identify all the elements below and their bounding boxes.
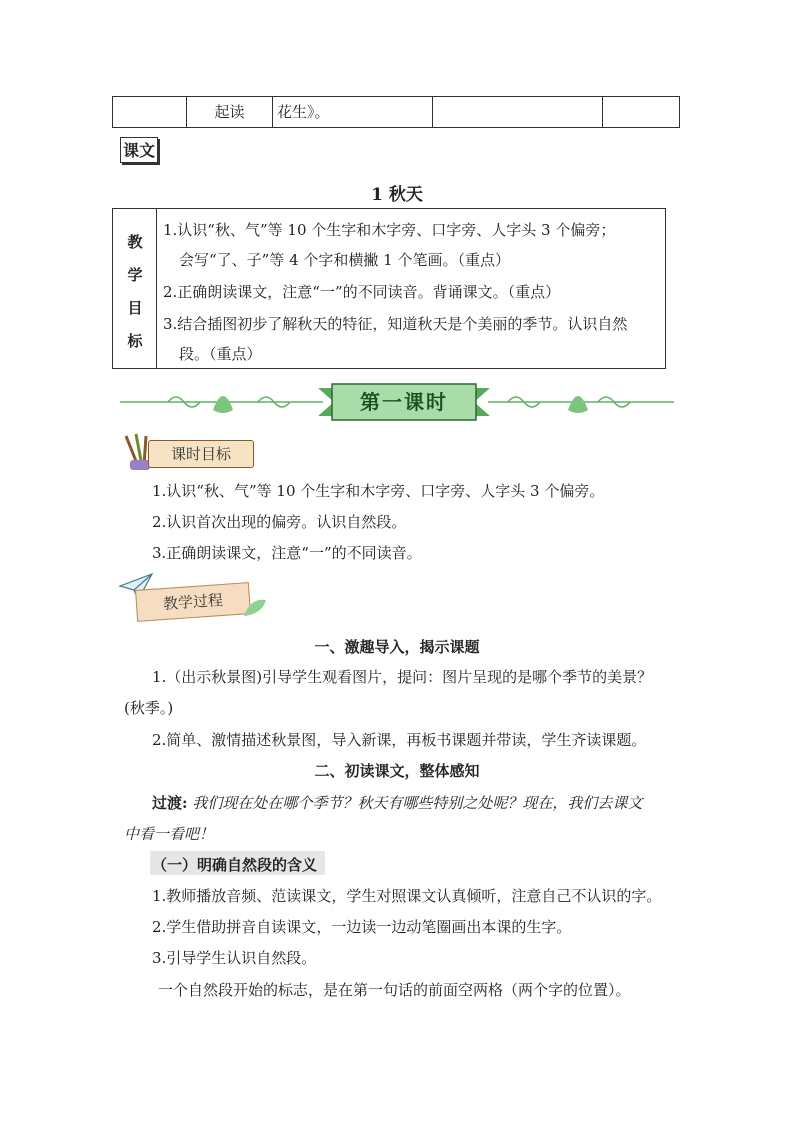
class-goals-label xyxy=(118,432,258,472)
class-goal-item: 1.认识“秋、气”等 10 个生字和木字旁、口字旁、人字头 3 个偏旁。 xyxy=(152,482,605,500)
process-label xyxy=(118,572,268,624)
goals-label-char: 教 xyxy=(127,233,143,251)
subsection-heading: （一）明确自然段的含义 xyxy=(152,856,318,874)
table-cell-empty xyxy=(603,97,679,127)
subsection-line: 3.引导学生认识自然段。 xyxy=(152,949,317,967)
goals-label-char: 目 xyxy=(127,299,143,317)
class-goal-item: 3.正确朗读课文，注意“一”的不同读音。 xyxy=(152,544,422,562)
transition-line-2: 中看一看吧！ xyxy=(124,825,215,843)
section1-line: (秋季。) xyxy=(124,699,174,717)
section1-line: 1.（出示秋景图)引导学生观看图片，提问：图片呈现的是哪个季节的美景？ xyxy=(152,668,653,686)
subsection-line: 2.学生借助拼音自读课文，一边读一边动笔圈画出本课的生字。 xyxy=(152,918,572,936)
leaf-icon xyxy=(242,596,268,620)
goal-line: 1.认识“秋、气”等 10 个生字和木字旁、口字旁、人字头 3 个偏旁； xyxy=(163,221,616,239)
top-table-row xyxy=(112,96,680,128)
process-label-text: 教学过程 xyxy=(135,582,251,622)
goals-label-char: 标 xyxy=(127,332,143,350)
subsection-line: 1.教师播放音频、范读课文，学生对照课文认真倾听，注意自己不认识的字。 xyxy=(152,887,662,905)
table-cell-text: 花生》。 xyxy=(273,97,433,127)
goal-line: 会写“了、子”等 4 个字和横撇 1 个笔画。（重点） xyxy=(179,251,510,269)
table-cell-empty xyxy=(113,97,187,127)
class-goals-label-text: 课时目标 xyxy=(148,440,254,468)
section-tag: 课文 xyxy=(120,137,158,163)
banner-title: 第一课时 xyxy=(360,390,448,414)
subsection-line: 一个自然段开始的标志，是在第一句话的前面空两格（两个字的位置）。 xyxy=(158,981,631,999)
section1-heading: 一、激趣导入，揭示课题 xyxy=(314,638,480,656)
goal-line: 3.结合插图初步了解秋天的特征，知道秋天是个美丽的季节。认识自然 xyxy=(163,315,628,333)
goals-label-column xyxy=(113,209,157,368)
section1-line: 2.简单、激情描述秋景图，导入新课，再板书课题并带读，学生齐读课题。 xyxy=(152,731,647,749)
goal-line: 段。（重点） xyxy=(179,345,262,363)
transition-text: 我们现在处在哪个季节？秋天有哪些特别之处呢？现在，我们去课文 xyxy=(192,794,643,812)
lesson-title: 1 秋天 xyxy=(371,185,423,205)
goal-line: 2.正确朗读课文，注意“一”的不同读音。背诵课文。（重点） xyxy=(163,283,561,301)
class-goal-item: 2.认识首次出现的偏旁。认识自然段。 xyxy=(152,513,407,531)
table-cell-reading: 起读 xyxy=(187,97,273,127)
transition-label: 过渡: xyxy=(152,794,188,812)
transition-line xyxy=(152,792,642,813)
section2-heading: 二、初读课文，整体感知 xyxy=(314,762,480,780)
lesson-period-banner xyxy=(118,380,678,424)
table-cell-empty xyxy=(433,97,603,127)
goals-label-char: 学 xyxy=(127,266,143,284)
teaching-goals-table xyxy=(112,208,666,369)
